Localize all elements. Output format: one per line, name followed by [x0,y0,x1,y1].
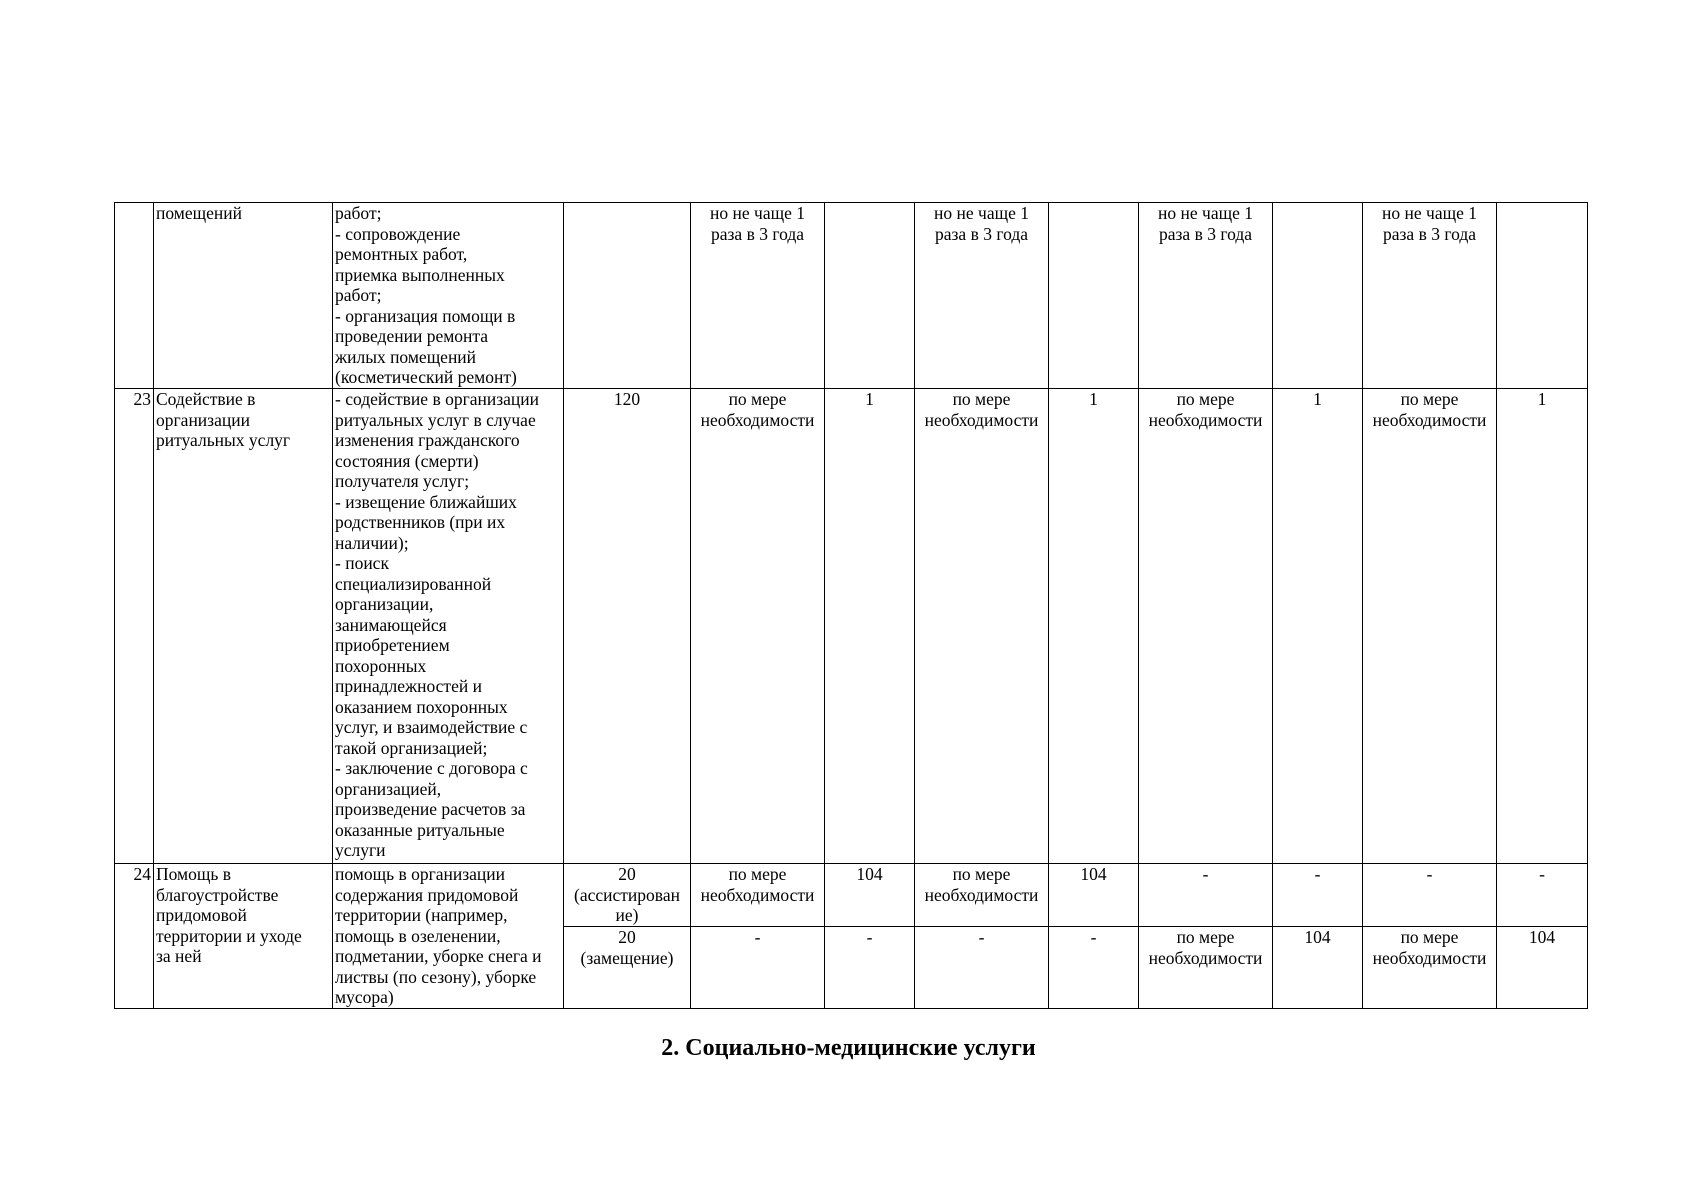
cell-service-name: Помощь в благоустройстве придомовой территории и уходе за ней [154,864,333,1009]
cell-number: 23 [115,389,154,864]
cell-periodicity-1: по мере необходимости [691,864,825,927]
cell-periodicity-4: по мере необходимости [1363,927,1497,1009]
cell-volume-4 [1497,203,1588,389]
cell-service-description: - содействие в организации ритуальных услуг в случае изменения гражданского состояния (смерти) получателя услуг; - извещение ближайших родственников (при их наличии); - поиск специализированной организации, занимающейся приобретением похоронных принадлежностей и оказанием похоронных услуг, и взаимодействие с такой организацией; - заключение с договора с организацией, произведение расчетов за оказанные ритуальные услуги [333,389,564,864]
cell-number [115,203,154,389]
cell-volume-2: 1 [1049,389,1139,864]
cell-volume-1: 104 [825,864,915,927]
cell-periodicity-2: по мере необходимости [915,389,1049,864]
cell-volume-1 [825,203,915,389]
table-row-continuation [115,203,1588,389]
cell-periodicity-2: - [915,927,1049,1009]
cell-periodicity-1: по мере необходимости [691,389,825,864]
cell-time-norm: 20 (замещение) [564,927,691,1009]
cell-volume-4: - [1497,864,1588,927]
cell-service-description: помощь в организации содержания придомовой территории (например, помощь в озеленении, подметании, уборке снега и листвы (по сезону), уборке мусора) [333,864,564,1009]
cell-volume-1: 1 [825,389,915,864]
cell-periodicity-3: - [1139,864,1273,927]
cell-volume-3: - [1273,864,1363,927]
cell-volume-4: 104 [1497,927,1588,1009]
cell-volume-3: 1 [1273,389,1363,864]
cell-periodicity-3: по мере необходимости [1139,389,1273,864]
cell-periodicity-3: но не чаще 1 раза в 3 года [1139,203,1273,389]
cell-time-norm: 120 [564,389,691,864]
cell-volume-3: 104 [1273,927,1363,1009]
cell-service-name: Содействие в организации ритуальных услуг [154,389,333,864]
cell-periodicity-4: но не чаще 1 раза в 3 года [1363,203,1497,389]
cell-periodicity-2: по мере необходимости [915,864,1049,927]
cell-service-name: помещений [154,203,333,389]
cell-volume-4: 1 [1497,389,1588,864]
services-table [114,202,1588,1009]
cell-time-norm: 20 (ассистирован ие) [564,864,691,927]
cell-volume-2: 104 [1049,864,1139,927]
cell-periodicity-4: - [1363,864,1497,927]
cell-volume-3 [1273,203,1363,389]
cell-time-norm [564,203,691,389]
cell-service-description: работ; - сопровождение ремонтных работ, приемка выполненных работ; - организация помощи в проведении ремонта жилых помещений (косметический ремонт) [333,203,564,389]
cell-periodicity-2: но не чаще 1 раза в 3 года [915,203,1049,389]
table-row-24a [115,864,1588,927]
cell-periodicity-1: - [691,927,825,1009]
cell-periodicity-3: по мере необходимости [1139,927,1273,1009]
cell-volume-1: - [825,927,915,1009]
cell-periodicity-1: но не чаще 1 раза в 3 года [691,203,825,389]
cell-number: 24 [115,864,154,1009]
cell-volume-2 [1049,203,1139,389]
cell-volume-2: - [1049,927,1139,1009]
section-heading: 2. Социально-медицинские услуги [661,1035,1036,1061]
cell-periodicity-4: по мере необходимости [1363,389,1497,864]
table-row-23 [115,389,1588,864]
